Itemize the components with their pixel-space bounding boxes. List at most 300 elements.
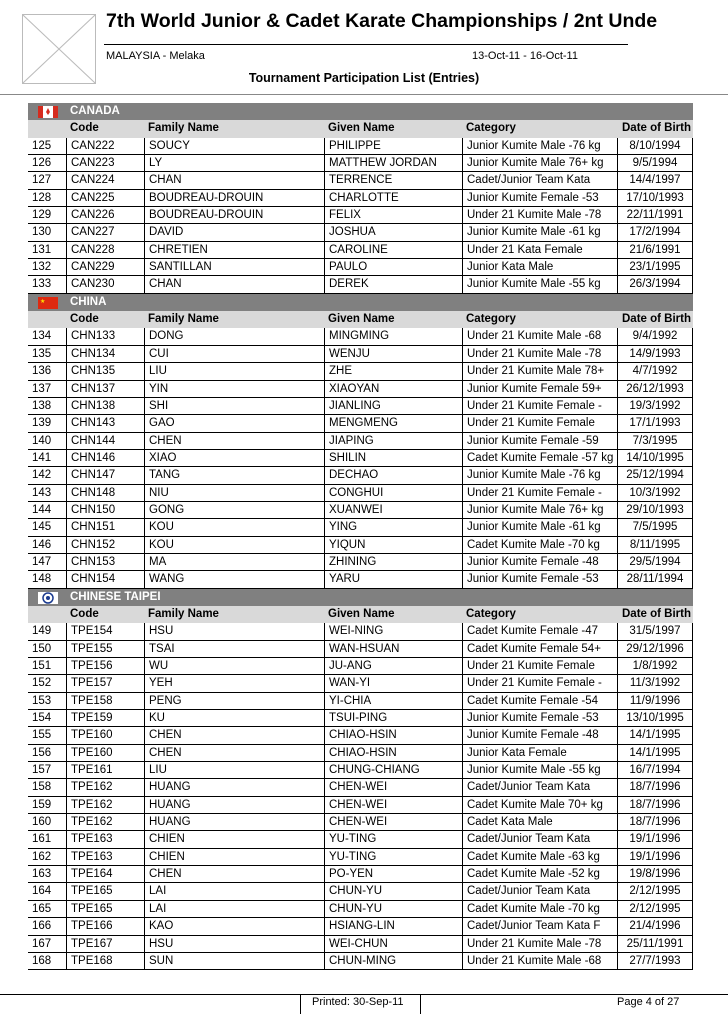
category-cell: Under 21 Kata Female bbox=[462, 242, 617, 259]
column-header-dob: Date of Birth bbox=[622, 607, 691, 620]
row-number: 153 bbox=[32, 694, 52, 707]
table-row bbox=[28, 571, 693, 588]
family-name-cell: TANG bbox=[144, 467, 324, 484]
code-cell: CHN148 bbox=[66, 485, 144, 502]
column-header-dob: Date of Birth bbox=[622, 313, 691, 326]
family-name-cell: YIN bbox=[144, 381, 324, 398]
code-cell: TPE160 bbox=[66, 727, 144, 744]
birth-date-cell: 11/3/1992 bbox=[617, 675, 693, 692]
birth-date-cell: 29/12/1996 bbox=[617, 641, 693, 658]
row-number: 138 bbox=[32, 399, 52, 412]
column-header-row bbox=[28, 311, 693, 328]
family-name-cell: CUI bbox=[144, 346, 324, 363]
row-number: 156 bbox=[32, 746, 52, 759]
family-name-cell: KAO bbox=[144, 918, 324, 935]
table-row bbox=[28, 242, 693, 259]
table-row bbox=[28, 450, 693, 467]
family-name-cell: GONG bbox=[144, 502, 324, 519]
flag-icon bbox=[38, 106, 58, 118]
table-row bbox=[28, 936, 693, 953]
birth-date-cell: 7/5/1995 bbox=[617, 519, 693, 536]
table-row bbox=[28, 866, 693, 883]
category-cell: Junior Kumite Female -59 bbox=[462, 433, 617, 450]
row-number: 142 bbox=[32, 469, 52, 482]
code-cell: CAN225 bbox=[66, 190, 144, 207]
birth-date-cell: 25/11/1991 bbox=[617, 936, 693, 953]
birth-date-cell: 9/5/1994 bbox=[617, 155, 693, 172]
family-name-cell: SHI bbox=[144, 398, 324, 415]
family-name-cell: LIU bbox=[144, 762, 324, 779]
given-name-cell: CONGHUI bbox=[324, 485, 462, 502]
given-name-cell: YIQUN bbox=[324, 537, 462, 554]
given-name-cell: MENGMENG bbox=[324, 415, 462, 432]
birth-date-cell: 13/10/1995 bbox=[617, 710, 693, 727]
category-cell: Under 21 Kumite Male -78 bbox=[462, 207, 617, 224]
column-header-row bbox=[28, 120, 693, 137]
birth-date-cell: 19/1/1996 bbox=[617, 849, 693, 866]
table-row bbox=[28, 224, 693, 241]
table-row bbox=[28, 693, 693, 710]
country-header-row bbox=[28, 294, 693, 311]
family-name-cell: CHEN bbox=[144, 433, 324, 450]
column-header-given: Given Name bbox=[328, 607, 395, 620]
row-number: 157 bbox=[32, 764, 52, 777]
category-cell: Cadet Kumite Female -47 bbox=[462, 623, 617, 640]
row-number: 167 bbox=[32, 937, 52, 950]
country-header-row bbox=[28, 589, 693, 606]
birth-date-cell: 17/1/1993 bbox=[617, 415, 693, 432]
category-cell: Cadet Kumite Female 54+ bbox=[462, 641, 617, 658]
footer-divider bbox=[0, 994, 728, 995]
family-name-cell: CHIEN bbox=[144, 831, 324, 848]
given-name-cell: PHILIPPE bbox=[324, 138, 462, 155]
family-name-cell: NIU bbox=[144, 485, 324, 502]
column-header-index bbox=[28, 606, 66, 623]
row-number: 152 bbox=[32, 677, 52, 690]
code-cell: CHN135 bbox=[66, 363, 144, 380]
family-name-cell: SANTILLAN bbox=[144, 259, 324, 276]
code-cell: TPE165 bbox=[66, 901, 144, 918]
code-cell: CHN152 bbox=[66, 537, 144, 554]
row-number: 128 bbox=[32, 191, 52, 204]
category-cell: Junior Kumite Female -53 bbox=[462, 571, 617, 588]
category-cell: Cadet Kumite Female -54 bbox=[462, 693, 617, 710]
given-name-cell: CHIAO-HSIN bbox=[324, 745, 462, 762]
birth-date-cell: 1/8/1992 bbox=[617, 658, 693, 675]
row-number: 140 bbox=[32, 434, 52, 447]
family-name-cell: HUANG bbox=[144, 814, 324, 831]
family-name-cell: LIU bbox=[144, 363, 324, 380]
birth-date-cell: 8/11/1995 bbox=[617, 537, 693, 554]
column-header-family: Family Name bbox=[148, 607, 219, 620]
document-subtitle: Tournament Participation List (Entries) bbox=[248, 71, 480, 85]
family-name-cell: KOU bbox=[144, 519, 324, 536]
row-number: 137 bbox=[32, 382, 52, 395]
category-cell: Cadet/Junior Team Kata bbox=[462, 172, 617, 189]
row-number: 143 bbox=[32, 486, 52, 499]
birth-date-cell: 17/2/1994 bbox=[617, 224, 693, 241]
column-header-index bbox=[28, 120, 66, 137]
row-number: 129 bbox=[32, 209, 52, 222]
given-name-cell: WENJU bbox=[324, 346, 462, 363]
row-number: 148 bbox=[32, 573, 52, 586]
code-cell: TPE156 bbox=[66, 658, 144, 675]
family-name-cell: WANG bbox=[144, 571, 324, 588]
row-number: 139 bbox=[32, 417, 52, 430]
family-name-cell: KOU bbox=[144, 537, 324, 554]
event-location: MALAYSIA - Melaka bbox=[106, 50, 205, 62]
category-cell: Junior Kumite Male -61 kg bbox=[462, 224, 617, 241]
family-name-cell: HSU bbox=[144, 623, 324, 640]
code-cell: TPE159 bbox=[66, 710, 144, 727]
given-name-cell: YU-TING bbox=[324, 831, 462, 848]
given-name-cell: YU-TING bbox=[324, 849, 462, 866]
category-cell: Under 21 Kumite Female - bbox=[462, 485, 617, 502]
category-cell: Cadet Kumite Male -63 kg bbox=[462, 849, 617, 866]
code-cell: CHN151 bbox=[66, 519, 144, 536]
row-number: 168 bbox=[32, 954, 52, 967]
birth-date-cell: 11/9/1996 bbox=[617, 693, 693, 710]
table-row bbox=[28, 519, 693, 536]
family-name-cell: CHAN bbox=[144, 276, 324, 293]
code-cell: CHN146 bbox=[66, 450, 144, 467]
category-cell: Junior Kata Male bbox=[462, 259, 617, 276]
table-row bbox=[28, 883, 693, 900]
given-name-cell: WEI-NING bbox=[324, 623, 462, 640]
code-cell: TPE154 bbox=[66, 623, 144, 640]
given-name-cell: TERRENCE bbox=[324, 172, 462, 189]
row-number: 125 bbox=[32, 139, 52, 152]
flag-icon bbox=[38, 297, 58, 309]
table-row bbox=[28, 797, 693, 814]
category-cell: Junior Kumite Female 59+ bbox=[462, 381, 617, 398]
table-row bbox=[28, 918, 693, 935]
birth-date-cell: 14/10/1995 bbox=[617, 450, 693, 467]
given-name-cell: XIAOYAN bbox=[324, 381, 462, 398]
country-header-row bbox=[28, 103, 693, 120]
given-name-cell: HSIANG-LIN bbox=[324, 918, 462, 935]
svg-text:★: ★ bbox=[40, 298, 46, 305]
given-name-cell: MINGMING bbox=[324, 328, 462, 345]
code-cell: CAN230 bbox=[66, 276, 144, 293]
code-cell: CAN227 bbox=[66, 224, 144, 241]
family-name-cell: MA bbox=[144, 554, 324, 571]
code-cell: CAN229 bbox=[66, 259, 144, 276]
family-name-cell: CHEN bbox=[144, 866, 324, 883]
row-number: 158 bbox=[32, 781, 52, 794]
category-cell: Cadet/Junior Team Kata bbox=[462, 883, 617, 900]
code-cell: TPE165 bbox=[66, 883, 144, 900]
table-row bbox=[28, 433, 693, 450]
code-cell: CHN147 bbox=[66, 467, 144, 484]
table-row bbox=[28, 328, 693, 345]
row-number: 144 bbox=[32, 503, 52, 516]
code-cell: CAN223 bbox=[66, 155, 144, 172]
birth-date-cell: 2/12/1995 bbox=[617, 901, 693, 918]
table-row bbox=[28, 675, 693, 692]
birth-date-cell: 26/3/1994 bbox=[617, 276, 693, 293]
category-cell: Under 21 Kumite Male 78+ bbox=[462, 363, 617, 380]
code-cell: TPE163 bbox=[66, 849, 144, 866]
given-name-cell: PAULO bbox=[324, 259, 462, 276]
column-header-category: Category bbox=[466, 122, 516, 135]
family-name-cell: LAI bbox=[144, 883, 324, 900]
given-name-cell: XUANWEI bbox=[324, 502, 462, 519]
category-cell: Junior Kumite Male -55 kg bbox=[462, 276, 617, 293]
row-number: 136 bbox=[32, 365, 52, 378]
country-name: CHINESE TAIPEI bbox=[70, 590, 161, 603]
category-cell: Junior Kumite Female -53 bbox=[462, 710, 617, 727]
table-row bbox=[28, 779, 693, 796]
category-cell: Under 21 Kumite Male -68 bbox=[462, 328, 617, 345]
birth-date-cell: 14/1/1995 bbox=[617, 727, 693, 744]
category-cell: Junior Kumite Male 76+ kg bbox=[462, 502, 617, 519]
row-number: 161 bbox=[32, 833, 52, 846]
page-number: Page 4 of 27 bbox=[617, 996, 680, 1008]
family-name-cell: CHIEN bbox=[144, 849, 324, 866]
code-cell: TPE157 bbox=[66, 675, 144, 692]
column-header-category: Category bbox=[466, 607, 516, 620]
column-header-dob: Date of Birth bbox=[622, 122, 691, 135]
row-number: 164 bbox=[32, 885, 52, 898]
column-header-row bbox=[28, 606, 693, 623]
code-cell: TPE155 bbox=[66, 641, 144, 658]
birth-date-cell: 21/4/1996 bbox=[617, 918, 693, 935]
category-cell: Under 21 Kumite Female bbox=[462, 658, 617, 675]
family-name-cell: LAI bbox=[144, 901, 324, 918]
given-name-cell: WEI-CHUN bbox=[324, 936, 462, 953]
table-row bbox=[28, 276, 693, 293]
flag-icon bbox=[38, 592, 58, 604]
category-cell: Under 21 Kumite Female bbox=[462, 415, 617, 432]
birth-date-cell: 16/7/1994 bbox=[617, 762, 693, 779]
birth-date-cell: 19/8/1996 bbox=[617, 866, 693, 883]
family-name-cell: XIAO bbox=[144, 450, 324, 467]
table-row bbox=[28, 381, 693, 398]
table-row bbox=[28, 831, 693, 848]
table-row bbox=[28, 415, 693, 432]
row-number: 133 bbox=[32, 278, 52, 291]
table-row bbox=[28, 190, 693, 207]
row-number: 132 bbox=[32, 261, 52, 274]
category-cell: Under 21 Kumite Male -78 bbox=[462, 346, 617, 363]
table-row bbox=[28, 901, 693, 918]
family-name-cell: HUANG bbox=[144, 779, 324, 796]
given-name-cell: CHUN-MING bbox=[324, 953, 462, 970]
row-number: 135 bbox=[32, 347, 52, 360]
family-name-cell: CHEN bbox=[144, 727, 324, 744]
family-name-cell: TSAI bbox=[144, 641, 324, 658]
category-cell: Under 21 Kumite Female - bbox=[462, 398, 617, 415]
row-number: 127 bbox=[32, 174, 52, 187]
code-cell: CAN222 bbox=[66, 138, 144, 155]
code-cell: TPE162 bbox=[66, 797, 144, 814]
given-name-cell: PO-YEN bbox=[324, 866, 462, 883]
table-row bbox=[28, 502, 693, 519]
code-cell: CAN224 bbox=[66, 172, 144, 189]
birth-date-cell: 19/1/1996 bbox=[617, 831, 693, 848]
event-dates: 13-Oct-11 - 16-Oct-11 bbox=[472, 50, 578, 62]
table-row bbox=[28, 467, 693, 484]
code-cell: TPE168 bbox=[66, 953, 144, 970]
given-name-cell: ZHE bbox=[324, 363, 462, 380]
code-cell: TPE167 bbox=[66, 936, 144, 953]
given-name-cell: CHEN-WEI bbox=[324, 797, 462, 814]
table-row bbox=[28, 363, 693, 380]
table-row bbox=[28, 641, 693, 658]
given-name-cell: WAN-HSUAN bbox=[324, 641, 462, 658]
column-header-given: Given Name bbox=[328, 122, 395, 135]
birth-date-cell: 18/7/1996 bbox=[617, 814, 693, 831]
given-name-cell: YING bbox=[324, 519, 462, 536]
birth-date-cell: 7/3/1995 bbox=[617, 433, 693, 450]
category-cell: Cadet/Junior Team Kata bbox=[462, 831, 617, 848]
row-number: 131 bbox=[32, 243, 52, 256]
birth-date-cell: 25/12/1994 bbox=[617, 467, 693, 484]
table-row bbox=[28, 762, 693, 779]
category-cell: Under 21 Kumite Female - bbox=[462, 675, 617, 692]
given-name-cell: DEREK bbox=[324, 276, 462, 293]
given-name-cell: CHEN-WEI bbox=[324, 814, 462, 831]
category-cell: Cadet/Junior Team Kata F bbox=[462, 918, 617, 935]
birth-date-cell: 19/3/1992 bbox=[617, 398, 693, 415]
birth-date-cell: 18/7/1996 bbox=[617, 797, 693, 814]
birth-date-cell: 14/4/1997 bbox=[617, 172, 693, 189]
column-header-code: Code bbox=[70, 313, 99, 326]
family-name-cell: CHEN bbox=[144, 745, 324, 762]
column-header-family: Family Name bbox=[148, 313, 219, 326]
given-name-cell: JU-ANG bbox=[324, 658, 462, 675]
birth-date-cell: 8/10/1994 bbox=[617, 138, 693, 155]
row-number: 162 bbox=[32, 850, 52, 863]
title-divider bbox=[104, 44, 628, 45]
code-cell: CHN137 bbox=[66, 381, 144, 398]
code-cell: CHN138 bbox=[66, 398, 144, 415]
given-name-cell: CHIAO-HSIN bbox=[324, 727, 462, 744]
category-cell: Under 21 Kumite Male -68 bbox=[462, 953, 617, 970]
printed-date: Printed: 30-Sep-11 bbox=[312, 996, 404, 1008]
code-cell: TPE161 bbox=[66, 762, 144, 779]
birth-date-cell: 10/3/1992 bbox=[617, 485, 693, 502]
row-number: 150 bbox=[32, 642, 52, 655]
row-number: 145 bbox=[32, 521, 52, 534]
code-cell: CHN154 bbox=[66, 571, 144, 588]
code-cell: CAN228 bbox=[66, 242, 144, 259]
table-row bbox=[28, 710, 693, 727]
row-number: 147 bbox=[32, 555, 52, 568]
code-cell: TPE162 bbox=[66, 814, 144, 831]
birth-date-cell: 23/1/1995 bbox=[617, 259, 693, 276]
birth-date-cell: 4/7/1992 bbox=[617, 363, 693, 380]
document-title: 7th World Junior & Cadet Karate Championships / 2nt Unde bbox=[106, 10, 658, 32]
country-name: CHINA bbox=[70, 295, 107, 308]
row-number: 134 bbox=[32, 330, 52, 343]
column-header-category: Category bbox=[466, 313, 516, 326]
family-name-cell: LY bbox=[144, 155, 324, 172]
row-number: 155 bbox=[32, 729, 52, 742]
given-name-cell: JIANLING bbox=[324, 398, 462, 415]
birth-date-cell: 17/10/1993 bbox=[617, 190, 693, 207]
table-row bbox=[28, 207, 693, 224]
given-name-cell: CHUN-YU bbox=[324, 883, 462, 900]
category-cell: Junior Kumite Male 76+ kg bbox=[462, 155, 617, 172]
category-cell: Junior Kumite Male -76 kg bbox=[462, 467, 617, 484]
code-cell: TPE163 bbox=[66, 831, 144, 848]
footer-separator bbox=[300, 994, 301, 1014]
table-row bbox=[28, 849, 693, 866]
family-name-cell: CHAN bbox=[144, 172, 324, 189]
given-name-cell: DECHAO bbox=[324, 467, 462, 484]
given-name-cell: JOSHUA bbox=[324, 224, 462, 241]
birth-date-cell: 29/10/1993 bbox=[617, 502, 693, 519]
family-name-cell: CHRETIEN bbox=[144, 242, 324, 259]
row-number: 165 bbox=[32, 902, 52, 915]
column-header-index bbox=[28, 311, 66, 328]
birth-date-cell: 18/7/1996 bbox=[617, 779, 693, 796]
row-number: 159 bbox=[32, 798, 52, 811]
table-row bbox=[28, 398, 693, 415]
category-cell: Cadet Kumite Male -70 kg bbox=[462, 901, 617, 918]
birth-date-cell: 14/9/1993 bbox=[617, 346, 693, 363]
category-cell: Cadet Kumite Male 70+ kg bbox=[462, 797, 617, 814]
family-name-cell: BOUDREAU-DROUIN bbox=[144, 207, 324, 224]
given-name-cell: TSUI-PING bbox=[324, 710, 462, 727]
category-cell: Junior Kumite Male -55 kg bbox=[462, 762, 617, 779]
given-name-cell: WAN-YI bbox=[324, 675, 462, 692]
row-number: 149 bbox=[32, 625, 52, 638]
table-row bbox=[28, 554, 693, 571]
category-cell: Junior Kumite Female -48 bbox=[462, 554, 617, 571]
category-cell: Junior Kumite Male -61 kg bbox=[462, 519, 617, 536]
given-name-cell: CHUN-YU bbox=[324, 901, 462, 918]
category-cell: Cadet Kata Male bbox=[462, 814, 617, 831]
family-name-cell: HSU bbox=[144, 936, 324, 953]
column-header-code: Code bbox=[70, 607, 99, 620]
column-header-code: Code bbox=[70, 122, 99, 135]
table-row bbox=[28, 172, 693, 189]
code-cell: CHN134 bbox=[66, 346, 144, 363]
given-name-cell: CHARLOTTE bbox=[324, 190, 462, 207]
given-name-cell: FELIX bbox=[324, 207, 462, 224]
family-name-cell: DONG bbox=[144, 328, 324, 345]
given-name-cell: YI-CHIA bbox=[324, 693, 462, 710]
row-number: 151 bbox=[32, 660, 52, 672]
table-row bbox=[28, 814, 693, 831]
row-number: 154 bbox=[32, 712, 52, 725]
table-row bbox=[28, 485, 693, 502]
code-cell: TPE162 bbox=[66, 779, 144, 796]
country-name: CANADA bbox=[70, 105, 120, 117]
row-number: 166 bbox=[32, 920, 52, 933]
family-name-cell: DAVID bbox=[144, 224, 324, 241]
category-cell: Junior Kumite Female -53 bbox=[462, 190, 617, 207]
given-name-cell: MATTHEW JORDAN bbox=[324, 155, 462, 172]
header-divider bbox=[0, 94, 728, 95]
participants-table bbox=[28, 103, 693, 970]
given-name-cell: CAROLINE bbox=[324, 242, 462, 259]
birth-date-cell: 26/12/1993 bbox=[617, 381, 693, 398]
category-cell: Cadet Kumite Female -57 kg bbox=[462, 450, 617, 467]
family-name-cell: SUN bbox=[144, 953, 324, 970]
family-name-cell: YEH bbox=[144, 675, 324, 692]
table-row bbox=[28, 537, 693, 554]
code-cell: TPE164 bbox=[66, 866, 144, 883]
code-cell: CHN153 bbox=[66, 554, 144, 571]
table-row bbox=[28, 745, 693, 762]
family-name-cell: HUANG bbox=[144, 797, 324, 814]
table-row bbox=[28, 138, 693, 155]
given-name-cell: CHUNG-CHIANG bbox=[324, 762, 462, 779]
